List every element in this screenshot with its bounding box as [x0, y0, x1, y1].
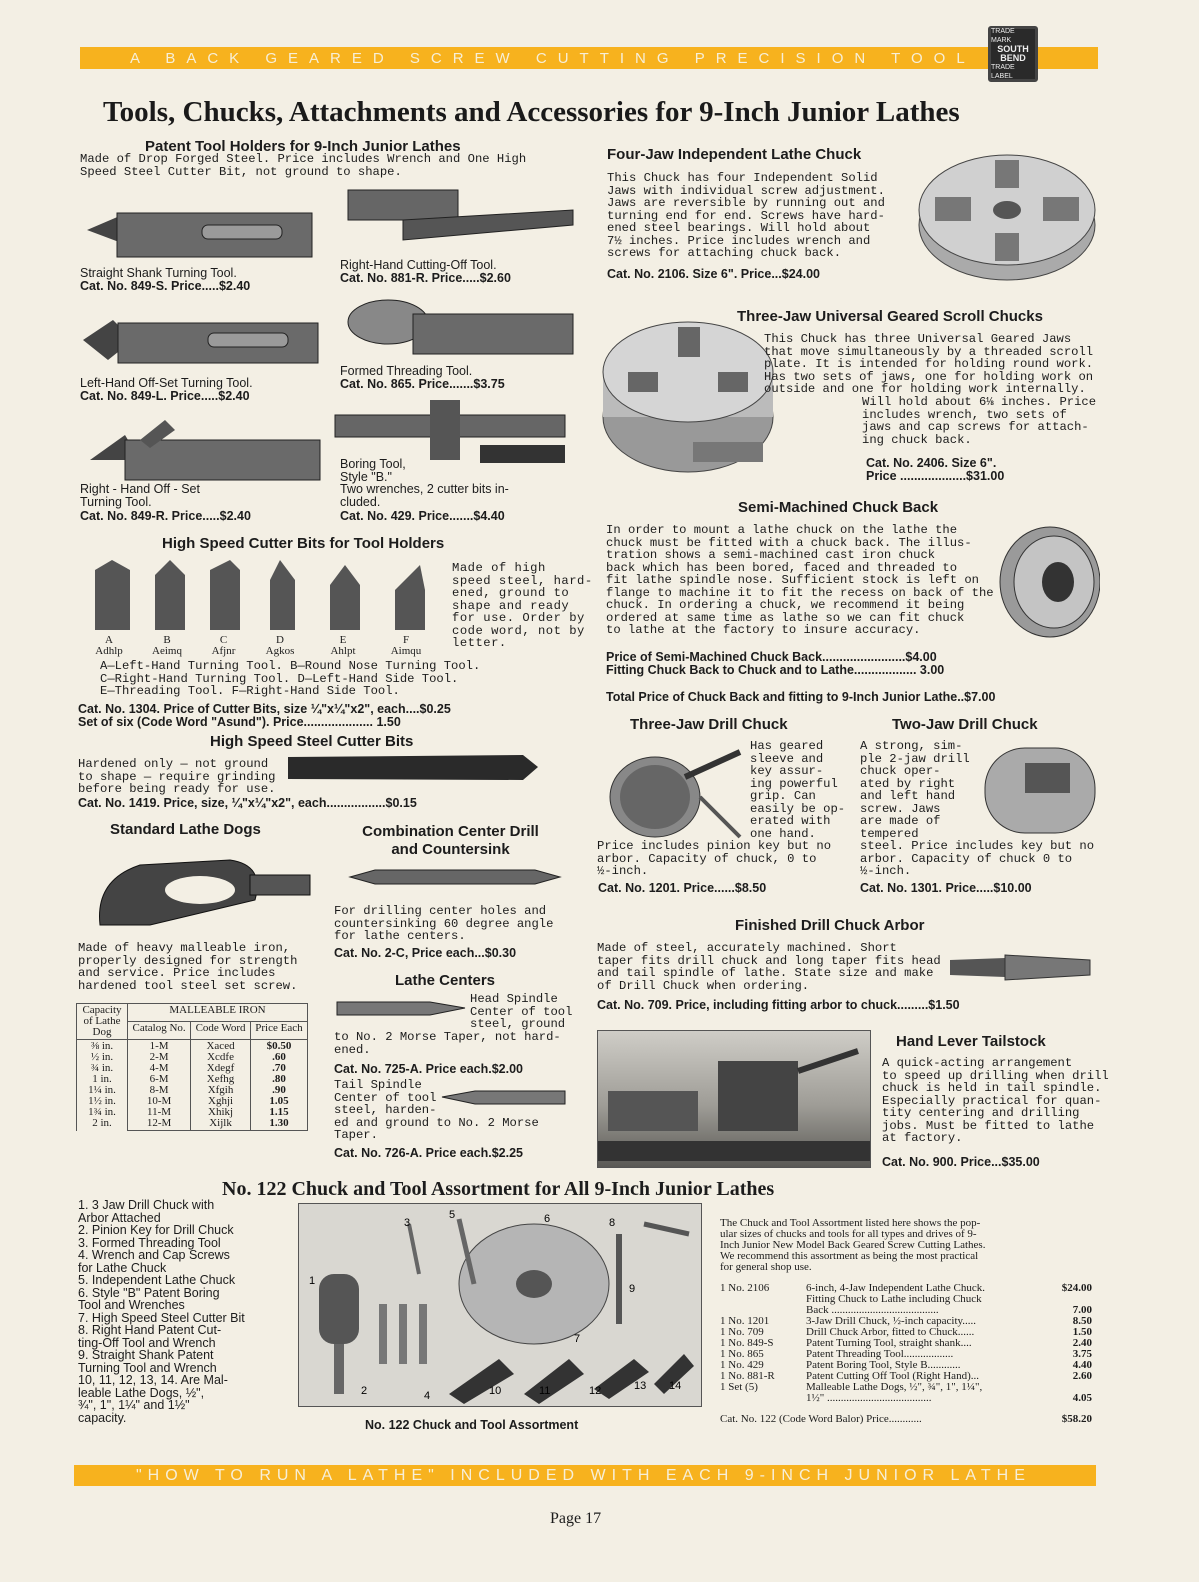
back-heading: Semi-Machined Chuck Back — [738, 499, 939, 516]
threejaw-desc-2: Will hold about 6⅛ inches. Price includes wrench, two sets of jaws and cap screws for attach- ing chuck back. — [862, 395, 1097, 447]
left-hand-cat: Cat. No. 849-L. Price.....$2.40 — [80, 389, 250, 403]
threejawdrill-heading: Three-Jaw Drill Chuck — [630, 716, 788, 733]
hss-cat: Cat. No. 1419. Price, size, ¼"x¼"x2", each.................$0.15 — [78, 796, 417, 810]
threejaw-desc: This Chuck has three Universal Geared Jaws that move simultaneously by a threaded scroll plate. It is intended for holding round work. Has two sets of jaws, one for holding work on outside and one for holding work internally. — [764, 332, 1094, 396]
left-hand-tool-image — [78, 305, 328, 375]
twojawdrill-desc: A strong, sim- ple 2-jaw drill chuck oper- ated by right and left hand screw. Jaws are made of tempered — [860, 739, 970, 841]
bits-letters: A B C D E F — [105, 634, 410, 646]
table-row: 1½" ...................................... 4.05 — [806, 1392, 1092, 1404]
straight-shank-cat: Cat. No. 849-S. Price.....$2.40 — [80, 279, 251, 293]
chuck-back-image — [990, 522, 1100, 642]
list-item: 7. High Speed Steel Cutter Bit — [78, 1310, 245, 1325]
center-drill-image — [345, 862, 565, 892]
threejaw-price: Price ...................$31.00 — [866, 469, 1005, 483]
assortment-photo — [298, 1203, 702, 1407]
photo-number: 2 — [361, 1385, 368, 1397]
malleable-iron-header: MALLEABLE IRON — [128, 1004, 308, 1022]
photo-number: 6 — [544, 1213, 551, 1225]
head-center-image — [335, 996, 470, 1021]
threejaw-heading: Three-Jaw Universal Geared Scroll Chucks — [737, 308, 1043, 325]
south-bend-logo: TRADE MARK SOUTH BEND TRADE LABEL — [988, 26, 1038, 82]
back-total: Total Price of Chuck Back and fitting to 9-Inch Junior Lathe..$7.00 — [606, 690, 996, 704]
hss-desc: Hardened only — not ground to shape — require grinding before being ready for use. — [78, 757, 276, 796]
photo-number: 10 — [489, 1385, 502, 1397]
arbor-desc: Made of steel, accurately machined. Short taper fits drill chuck and long taper fits head and tail spindle of lathe. State size and make of Drill Chuck when ordering. — [597, 941, 941, 993]
straight-shank-name: Straight Shank Turning Tool. — [80, 266, 237, 280]
centers-heading: Lathe Centers — [395, 972, 496, 989]
drill-cat: Cat. No. 2-C, Price each...$0.30 — [334, 946, 517, 960]
table-row: Back ....................................... 7.00 — [806, 1304, 1092, 1316]
arbor-cat: Cat. No. 709. Price, including fitting arbor to chuck.........$1.50 — [597, 998, 960, 1012]
tailstock-heading: Hand Lever Tailstock — [896, 1033, 1046, 1050]
assortment-lines — [720, 1283, 1092, 1425]
back-desc: In order to mount a lathe chuck on the lathe the chuck must be fitted with a chuck back. The illus- tration shows a semi-machined cast iron chuck back which has been bored, faced and threaded to fit lathe spindle nose. Sufficient stock is left on flange to machine it to fit the recess on back of the chuck. In ordering a chuck, we recommend it being ordered at same time as lathe so we can fit chuck to lathe at the factory to insure accuracy. — [606, 523, 994, 637]
holders-heading: Patent Tool Holders for 9-Inch Junior Lathes — [145, 138, 461, 155]
bits-cat-2: Set of six (Code Word "Asund"). Price.................... 1.50 — [78, 715, 401, 729]
tailstock-image — [597, 1030, 871, 1168]
photo-number: 13 — [634, 1380, 647, 1392]
twojawdrill-desc-2: steel. Price includes key but no arbor. Capacity of chuck 0 to ½-inch. — [860, 839, 1095, 878]
assortment-list — [78, 1199, 293, 1424]
list-item: 2. Pinion Key for Drill Chuck — [78, 1223, 234, 1237]
fourjaw-desc: This Chuck has four Independent Solid Jaws with individual screw adjustment. Jaws are reversible by running out and turning end for end. Screws have hard- ened steel bearings. Will hold about 7½ inches. Price includes wrench and screws for attaching chuck back. — [607, 171, 885, 260]
tail-center-desc: Tail Spindle Center of tool steel, harden- ed and ground to No. 2 Morse Taper. — [334, 1078, 539, 1142]
hss-bit-image — [283, 752, 543, 782]
photo-number: 7 — [574, 1333, 581, 1345]
arbor-image — [945, 950, 1095, 985]
table-row: ⅜ in. ½ in. ¾ in. 1 in. 1¼ in. 1½ in. 1¾ in. 2 in. 1-M 2-M 4-M 6-M 8-M 10-M 11-M 12-M Xaced Xcdfe Xdegf Xefhg Xfgih Xghji Xhikj Xijlk $0.50 .60 .70 .80 .90 1.05 1.15 1.30 — [77, 1040, 308, 1131]
table-row: 1 No. 1201 3-Jaw Drill Chuck, ½-inch capacity..... 8.50 — [720, 1315, 1092, 1327]
assortment-caption: No. 122 Chuck and Tool Assortment — [365, 1418, 579, 1432]
photo-number: 1 — [309, 1275, 316, 1287]
boring-tool-name: Boring Tool, Style "B." Two wrenches, 2 cutter bits in- cluded. — [340, 457, 509, 509]
col-catalog: Catalog No. — [128, 1022, 191, 1040]
photo-number: 5 — [449, 1209, 456, 1221]
bits-cat-1: Cat. No. 1304. Price of Cutter Bits, size ¼"x¼"x2", each....$0.25 — [78, 702, 451, 716]
twojawdrill-cat: Cat. No. 1301. Price.....$10.00 — [860, 881, 1032, 895]
left-hand-name: Left-Hand Off-Set Turning Tool. — [80, 376, 253, 390]
bits-legend: A—Left-Hand Turning Tool. B—Round Nose Turning Tool. C—Right-Hand Turning Tool. D—Left-Hand Side Tool. E—Threading Tool. F—Right-Hand Side Tool. — [100, 659, 481, 698]
header-band-text: A BACK GEARED SCREW CUTTING PRECISION TOOL — [130, 49, 976, 67]
header-band — [80, 47, 1098, 69]
back-price-2: Fitting Chuck Back to Chuck and to Lathe.................. 3.00 — [606, 663, 945, 677]
footer-band — [74, 1465, 1096, 1486]
footer-band-text: "HOW TO RUN A LATHE" INCLUDED WITH EACH 9-INCH JUNIOR LATHE — [136, 1466, 1031, 1484]
col-code: Code Word — [191, 1022, 251, 1040]
photo-number: 11 — [539, 1385, 551, 1397]
fourjaw-heading: Four-Jaw Independent Lathe Chuck — [607, 146, 862, 163]
lathe-dog-image — [90, 840, 320, 935]
list-item: 6. Style "B" Patent Boring Tool and Wrenches — [78, 1285, 220, 1312]
dogs-desc: Made of heavy malleable iron, properly designed for strength and service. Price includes hardened tool steel set screw. — [78, 941, 298, 993]
cutting-off-tool-image — [343, 185, 578, 255]
table-row: 1 No. 429 Patent Boring Tool, Style B............ 4.40 — [720, 1359, 1092, 1371]
list-item: 10, 11, 12, 13, 14. Are Mal- leable Lathe Dogs, ½", ¾", 1", 1¼" and 1½" capacity. — [78, 1373, 228, 1425]
list-item: 5. Independent Lathe Chuck — [78, 1273, 236, 1287]
list-item: 9. Straight Shank Patent Turning Tool and Wrench — [78, 1348, 217, 1375]
four-jaw-chuck-image — [915, 135, 1100, 285]
table-row: 1 Set (5) Malleable Lathe Dogs, ½", ¾", 1", 1¼", — [720, 1381, 983, 1393]
page-title: Tools, Chucks, Attachments and Accessories for 9-Inch Junior Lathes — [103, 96, 960, 128]
drill-desc: For drilling center holes and countersinking 60 degree angle for lathe centers. — [334, 904, 554, 943]
page-number: Page 17 — [550, 1510, 602, 1527]
assortment-intro: The Chuck and Tool Assortment listed here shows the pop- ular sizes of chucks and tools for all types and drives of 9- Inch Junior New Model Back Geared Screw Cutting Lathes. We recommend this assortment as being the most practical for general shop use. — [720, 1217, 986, 1273]
assortment-heading: No. 122 Chuck and Tool Assortment for All 9-Inch Junior Lathes — [222, 1178, 775, 1200]
formed-threading-tool-image — [343, 292, 578, 362]
cutting-off-cat: Cat. No. 881-R. Price.....$2.60 — [340, 271, 511, 285]
tail-center-cat: Cat. No. 726-A. Price each.$2.25 — [334, 1146, 523, 1160]
table-row: 1 No. 849-S Patent Turning Tool, straight shank.... 2.40 — [720, 1337, 1092, 1349]
list-item: 1. 3 Jaw Drill Chuck with Arbor Attached — [78, 1198, 215, 1225]
fourjaw-cat: Cat. No. 2106. Size 6". Price...$24.00 — [607, 267, 820, 281]
cutting-off-name: Right-Hand Cutting-Off Tool. — [340, 258, 497, 272]
cutter-bits-image — [90, 555, 440, 635]
three-jaw-chuck-image — [598, 312, 778, 477]
capacity-header: Capacity of Lathe Dog — [77, 1004, 128, 1040]
photo-number: 4 — [424, 1390, 431, 1402]
formed-threading-name: Formed Threading Tool. — [340, 364, 473, 378]
straight-shank-tool-image — [82, 195, 322, 265]
three-jaw-drill-chuck-image — [600, 737, 750, 847]
bits-desc: Made of high speed steel, hard- ened, ground to shape and ready for use. Order by code word, not by letter. — [452, 561, 593, 650]
bits-heading: High Speed Cutter Bits for Tool Holders — [162, 535, 445, 552]
photo-number: 14 — [669, 1380, 682, 1392]
holders-desc: Made of Drop Forged Steel. Price includes Wrench and One High Speed Steel Cutter Bit, not ground to shape. — [80, 152, 527, 179]
drill-heading: Combination Center Drill and Countersink — [362, 823, 539, 858]
hss-heading: High Speed Steel Cutter Bits — [210, 733, 414, 750]
arbor-heading: Finished Drill Chuck Arbor — [735, 917, 925, 934]
list-item: 8. Right Hand Patent Cut- ting-Off Tool and Wrench — [78, 1323, 222, 1350]
tailstock-cat: Cat. No. 900. Price...$35.00 — [882, 1155, 1040, 1169]
lathe-dogs-table — [76, 1003, 308, 1131]
photo-number: 3 — [404, 1217, 411, 1229]
right-hand-name: Right - Hand Off - Set Turning Tool. — [80, 482, 200, 509]
tailstock-desc: A quick-acting arrangement to speed up drilling when drill chuck is held in tail spindle. Especially practical for quan- tity centering and drilling jobs. Must be fitted to lathe at factory. — [882, 1056, 1109, 1145]
boring-tool-cat: Cat. No. 429. Price.......$4.40 — [340, 509, 505, 523]
list-item: 3. Formed Threading Tool — [78, 1235, 221, 1250]
head-center-desc: Head Spindle Center of tool steel, ground — [470, 992, 573, 1031]
list-item: 4. Wrench and Cap Screws for Lathe Chuck — [78, 1248, 230, 1275]
back-price-1: Price of Semi-Machined Chuck Back........................$4.00 — [606, 650, 937, 664]
photo-number: 9 — [629, 1283, 636, 1295]
table-row: 1 No. 2106 6-inch, 4-Jaw Independent Lathe Chuck. $24.00 — [720, 1282, 1092, 1294]
table-row: Fitting Chuck to Lathe including Chuck — [806, 1294, 982, 1305]
threejaw-cat: Cat. No. 2406. Size 6". — [866, 456, 997, 470]
table-row: 1 No. 865 Patent Threading Tool.................. 3.75 — [720, 1348, 1092, 1360]
head-center-cat: Cat. No. 725-A. Price each.$2.00 — [334, 1062, 523, 1076]
photo-number: 8 — [609, 1217, 616, 1229]
table-row: 1 No. 709 Drill Chuck Arbor, fitted to Chuck...... 1.50 — [720, 1326, 1092, 1338]
assortment-total-row: Cat. No. 122 (Code Word Balor) Price............ $58.20 — [720, 1413, 1092, 1425]
threejawdrill-desc: Has geared sleeve and key assur- ing powerful grip. Can easily be op- erated with one hand. — [750, 739, 846, 841]
right-hand-cat: Cat. No. 849-R. Price.....$2.40 — [80, 509, 251, 523]
twojawdrill-heading: Two-Jaw Drill Chuck — [892, 716, 1038, 733]
threejawdrill-cat: Cat. No. 1201. Price......$8.50 — [598, 881, 767, 895]
right-hand-tool-image — [85, 410, 330, 485]
bits-codes: Adhlp Aeimq Afjnr Agkos Ahlpt Aimqu — [95, 645, 422, 657]
two-jaw-drill-chuck-image — [975, 738, 1100, 838]
threejawdrill-desc-2: Price includes pinion key but no arbor. Capacity of chuck, 0 to ½-inch. — [597, 839, 832, 878]
photo-number: 12 — [589, 1385, 602, 1397]
head-center-desc-2: to No. 2 Morse Taper, not hard- ened. — [334, 1030, 561, 1057]
col-price: Price Each — [250, 1022, 307, 1040]
table-row: 1 No. 881-R Patent Cutting Off Tool (Right Hand)... 2.60 — [720, 1370, 1092, 1382]
dogs-heading: Standard Lathe Dogs — [110, 821, 261, 838]
formed-threading-cat: Cat. No. 865. Price.......$3.75 — [340, 377, 505, 391]
